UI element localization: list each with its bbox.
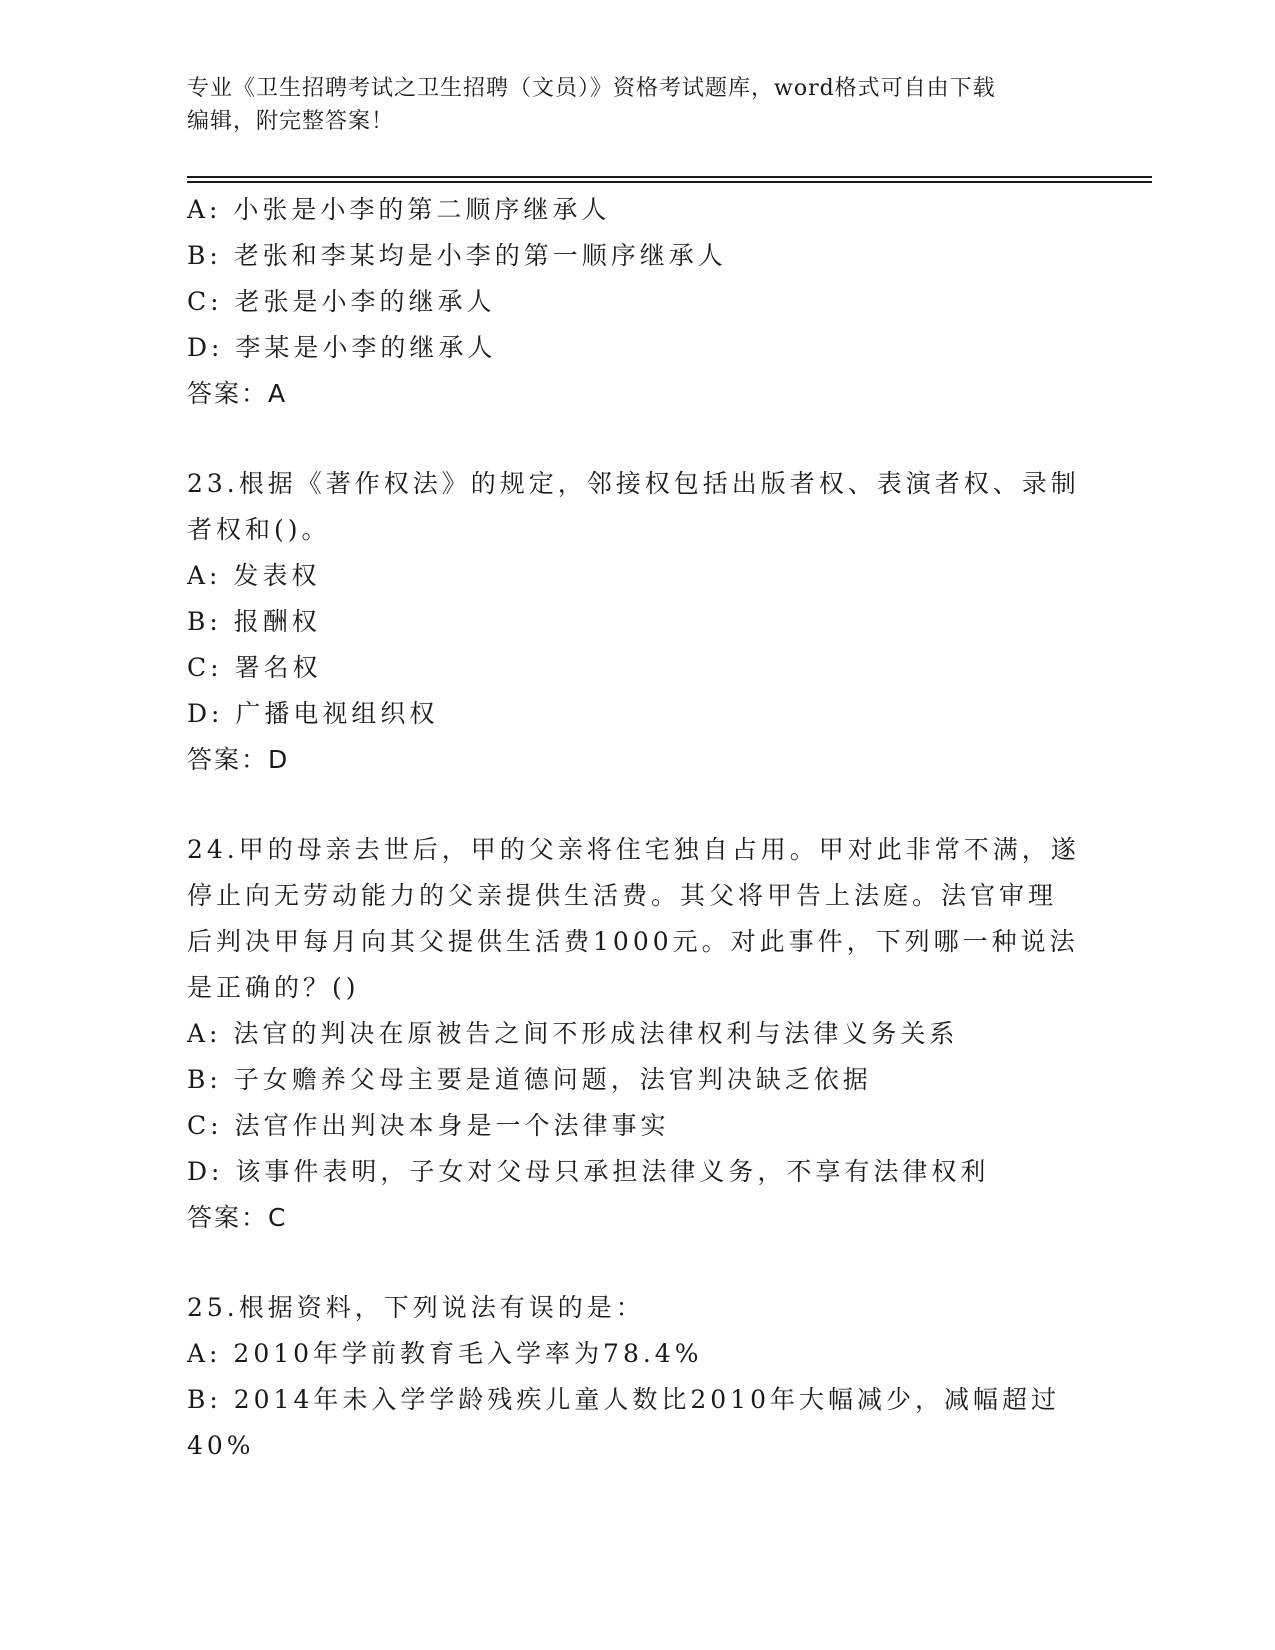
header-divider-top	[187, 176, 1152, 178]
option-b: B: 老张和李某均是小李的第一顺序继承人	[187, 241, 727, 270]
option-d: D: 广播电视组织权	[187, 699, 439, 728]
question-25	[187, 1285, 1087, 1469]
question-stem: 23.根据《著作权法》的规定，邻接权包括出版者权、表演者权、录制	[187, 469, 1080, 498]
option-a: A: 小张是小李的第二顺序继承人	[187, 195, 611, 224]
spacer	[187, 1241, 1087, 1285]
question-list	[187, 187, 1087, 1469]
question-22	[187, 187, 1087, 417]
question-stem: 25.根据资料，下列说法有误的是：	[187, 1293, 645, 1322]
question-24	[187, 827, 1087, 1241]
question-stem: 是正确的？()	[187, 973, 360, 1002]
answer-line: 答案：D	[187, 745, 290, 774]
answer-line: 答案：A	[187, 379, 288, 408]
option-d: D: 李某是小李的继承人	[187, 333, 497, 362]
option-a: A: 法官的判决在原被告之间不形成法律权利与法律义务关系	[187, 1019, 959, 1048]
spacer	[187, 783, 1087, 827]
header-line-1: 专业《卫生招聘考试之卫生招聘（文员）》资格考试题库，word格式可自由下载	[187, 76, 996, 101]
question-23	[187, 461, 1087, 783]
question-stem: 者权和()。	[187, 515, 331, 544]
answer-line: 答案：C	[187, 1203, 288, 1232]
option-c: C: 老张是小李的继承人	[187, 287, 496, 316]
document-header	[187, 72, 1087, 138]
question-stem: 停止向无劳动能力的父亲提供生活费。其父将甲告上法庭。法官审理	[187, 881, 1058, 910]
question-stem: 24.甲的母亲去世后，甲的父亲将住宅独自占用。甲对此非常不满，遂	[187, 835, 1080, 864]
spacer	[187, 417, 1087, 461]
option-d: D: 该事件表明，子女对父母只承担法律义务，不享有法律权利	[187, 1157, 990, 1186]
option-b: B: 2014年未入学学龄残疾儿童人数比2010年大幅减少，减幅超过	[187, 1385, 1060, 1414]
option-a: A: 发表权	[187, 561, 321, 590]
option-a: A: 2010年学前教育毛入学率为78.4%	[187, 1339, 703, 1368]
header-divider-bottom	[187, 181, 1152, 183]
option-b: B: 报酬权	[187, 607, 321, 636]
option-b: B: 子女赡养父母主要是道德问题，法官判决缺乏依据	[187, 1065, 872, 1094]
option-c: C: 法官作出判决本身是一个法律事实	[187, 1111, 670, 1140]
header-line-2: 编辑，附完整答案！	[187, 109, 395, 134]
option-b-continuation: 40%	[187, 1431, 255, 1460]
question-stem: 后判决甲每月向其父提供生活费1000元。对此事件，下列哪一种说法	[187, 927, 1079, 956]
option-c: C: 署名权	[187, 653, 322, 682]
